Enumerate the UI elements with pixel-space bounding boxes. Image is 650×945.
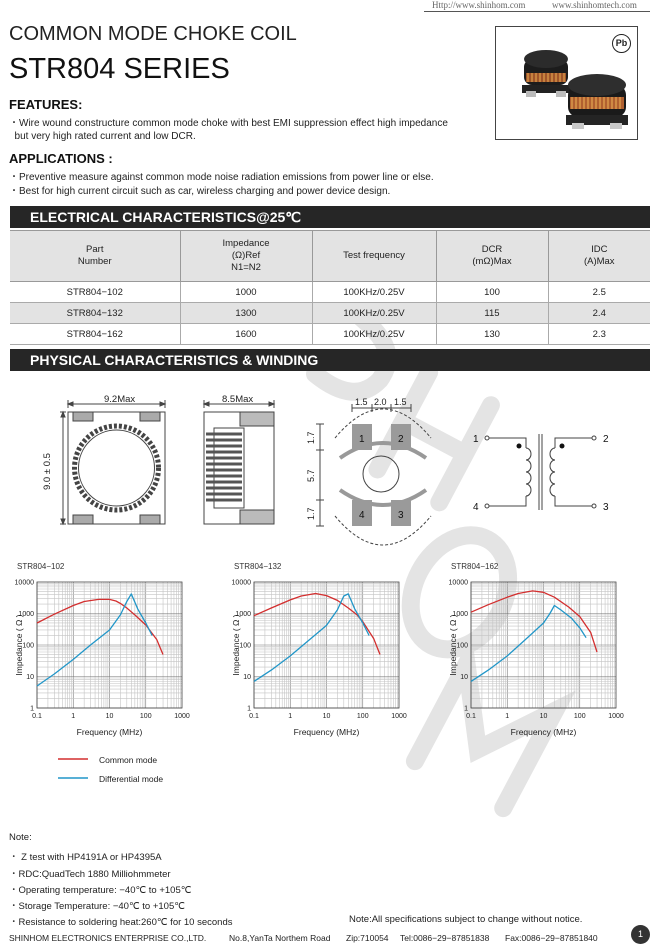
top-view-drawing — [60, 400, 165, 524]
y-axis-label: Impedance ( Ω ) — [448, 614, 458, 676]
chart-3-title: STR804−162 — [451, 562, 499, 571]
footer-tel: Tel:0086−29−87851838 — [400, 933, 490, 943]
header-divider — [424, 11, 650, 12]
y-tick-label: 10 — [26, 674, 34, 681]
x-tick-label: 1 — [288, 713, 293, 720]
chart-1-title: STR804−102 — [17, 562, 65, 571]
product-photo-frame — [495, 26, 638, 140]
x-tick-label: 1000 — [391, 713, 407, 720]
applications-item-2: ・Best for high current circuit such as car, wireless charging and power device design. — [9, 186, 391, 197]
polarity-dot-left — [517, 444, 522, 449]
y-tick-label: 100 — [456, 642, 468, 650]
y-tick-label: 10000 — [14, 579, 34, 587]
x-tick-label: 1 — [71, 713, 76, 720]
col-header-test-frequency: Test frequency — [312, 231, 436, 282]
y-tick-label: 10 — [243, 674, 251, 681]
y-axis-label: Impedance ( Ω ) — [14, 614, 24, 676]
x-axis-label: Frequency (MHz) — [76, 727, 143, 737]
col-header-impedance: Impedance (Ω)Ref N1=N2 — [180, 231, 312, 282]
footer-fax: Fax:0086−29−87851840 — [505, 933, 598, 943]
notes-heading: Note: — [9, 832, 32, 843]
cell-impedance: 1300 — [180, 303, 312, 324]
note-item-2: ・RDC:QuadTech 1880 Milliohmmeter — [9, 869, 171, 880]
cell-impedance: 1600 — [180, 324, 312, 345]
col-header-dcr: DCR (mΩ)Max — [436, 231, 548, 282]
x-tick-label: 10 — [322, 713, 331, 720]
dim-side-c-label: 1.7 — [306, 507, 316, 520]
y-tick-label: 10000 — [448, 579, 468, 587]
impedance-chart-str804-132 — [217, 570, 434, 740]
table-row — [10, 282, 650, 303]
header-link-shinhomtech[interactable]: www.shinhomtech.com — [552, 0, 637, 10]
impedance-chart-str804-162 — [434, 570, 650, 740]
cell-dcr: 130 — [436, 324, 548, 345]
chart-2-title: STR804−132 — [234, 562, 282, 571]
product-photo — [496, 27, 637, 139]
series-title: STR804 SERIES — [9, 53, 230, 85]
y-tick-label: 1000 — [18, 611, 34, 618]
x-tick-label: 1000 — [608, 713, 624, 720]
y-tick-label: 100 — [239, 642, 251, 650]
x-axis-label: Frequency (MHz) — [510, 727, 577, 737]
x-tick-label: 0.1 — [249, 713, 259, 720]
pad-layout-drawing — [316, 404, 431, 545]
header-link-shinhom[interactable]: Http://www.shinhom.com — [432, 0, 526, 10]
note-item-1: ・ Z test with HP4191A or HP4395A — [9, 852, 162, 863]
side-view-drawing — [204, 400, 274, 524]
applications-heading: APPLICATIONS : — [9, 151, 113, 166]
cell-impedance: 1000 — [180, 282, 312, 303]
dim-side-a-label: 1.7 — [306, 431, 316, 444]
dim-height-label: 9.0 ± 0.5 — [42, 453, 53, 490]
cell-part-number: STR804−102 — [10, 282, 180, 303]
footer-address: No.8,YanTa Northem Road — [229, 933, 331, 943]
x-tick-label: 1000 — [174, 713, 190, 720]
footer-company: SHINHOM ELECTRONICS ENTERPRISE CO.,LTD. — [9, 933, 207, 943]
cell-idc: 2.4 — [548, 303, 650, 324]
physical-section-heading: PHYSICAL CHARACTERISTICS & WINDING — [10, 349, 650, 371]
x-tick-label: 0.1 — [32, 713, 42, 720]
chart-legend-swatches — [58, 754, 98, 784]
y-axis-label: Impedance ( Ω ) — [231, 614, 241, 676]
schematic-pin-3: 3 — [603, 502, 609, 513]
page-number: 1 — [631, 925, 650, 944]
footer-zip: Zip:710054 — [346, 933, 389, 943]
lead-free-badge: Pb — [612, 34, 631, 53]
cell-dcr: 115 — [436, 303, 548, 324]
dim-pad-c-label: 1.5 — [394, 397, 407, 407]
schematic-pin-4: 4 — [473, 502, 479, 513]
y-tick-label: 1000 — [235, 611, 251, 618]
x-axis-label: Frequency (MHz) — [293, 727, 360, 737]
cell-idc: 2.3 — [548, 324, 650, 345]
y-tick-label: 10000 — [231, 579, 251, 587]
col-header-idc: IDC (A)Max — [548, 231, 650, 282]
polarity-dot-right — [560, 444, 565, 449]
features-heading: FEATURES: — [9, 97, 83, 112]
features-item-2: but very high rated current and low DCR. — [9, 131, 196, 142]
product-title: COMMON MODE CHOKE COIL — [9, 23, 297, 45]
x-tick-label: 100 — [139, 713, 152, 720]
y-tick-label: 1 — [247, 705, 251, 713]
cell-test-frequency: 100KHz/0.25V — [312, 282, 436, 303]
dim-pad-a-label: 1.5 — [355, 397, 368, 407]
cell-part-number: STR804−162 — [10, 324, 180, 345]
dimension-drawings — [0, 378, 650, 548]
dim-depth-label: 8.5Max — [222, 394, 254, 405]
table-row — [10, 303, 650, 324]
electrical-section-heading: ELECTRICAL CHARACTERISTICS@25℃ — [10, 206, 650, 228]
note-item-3: ・Operating temperature: −40℃ to +105℃ — [9, 885, 192, 896]
x-tick-label: 10 — [539, 713, 548, 720]
dim-side-b-label: 5.7 — [306, 469, 316, 482]
cell-dcr: 100 — [436, 282, 548, 303]
y-tick-label: 100 — [22, 642, 34, 650]
electrical-table — [10, 230, 650, 345]
pad-1-label: 1 — [359, 434, 365, 445]
x-tick-label: 1 — [505, 713, 510, 720]
legend-common-mode-label: Common mode — [99, 755, 158, 765]
x-tick-label: 10 — [105, 713, 114, 720]
note-item-5: ・Resistance to soldering heat:260℃ for 10 seconds — [9, 917, 233, 928]
pad-4-label: 4 — [359, 510, 365, 521]
x-tick-label: 100 — [356, 713, 369, 720]
pad-3-label: 3 — [398, 510, 404, 521]
x-tick-label: 0.1 — [466, 713, 476, 720]
dim-width-label: 9.2Max — [104, 394, 136, 405]
features-item-1: ・Wire wound constructure common mode choke with best EMI suppression effect high impedance — [9, 118, 448, 129]
y-tick-label: 10 — [460, 674, 468, 681]
legend-differential-mode-label: Differential mode — [99, 774, 164, 784]
x-tick-label: 100 — [573, 713, 586, 720]
schematic-pin-1: 1 — [473, 434, 479, 445]
cell-test-frequency: 100KHz/0.25V — [312, 303, 436, 324]
y-tick-label: 1 — [464, 705, 468, 713]
pad-2-label: 2 — [398, 434, 404, 445]
cell-part-number: STR804−132 — [10, 303, 180, 324]
dim-pad-b-label: 2.0 — [374, 397, 387, 407]
applications-item-1: ・Preventive measure against common mode noise radiation emissions from power line or else. — [9, 172, 434, 183]
table-row — [10, 324, 650, 345]
note-item-4: ・Storage Temperature: −40℃ to +105℃ — [9, 901, 185, 912]
cell-idc: 2.5 — [548, 282, 650, 303]
winding-schematic — [485, 434, 596, 510]
y-tick-label: 1 — [30, 705, 34, 713]
impedance-chart-str804-102 — [0, 570, 217, 740]
table-header-row — [10, 231, 650, 282]
y-tick-label: 1000 — [452, 611, 468, 618]
col-header-part-number: Part Number — [10, 231, 180, 282]
cell-test-frequency: 100KHz/0.25V — [312, 324, 436, 345]
schematic-pin-2: 2 — [603, 434, 609, 445]
spec-change-note: Note:All specifications subject to change without notice. — [349, 914, 583, 925]
